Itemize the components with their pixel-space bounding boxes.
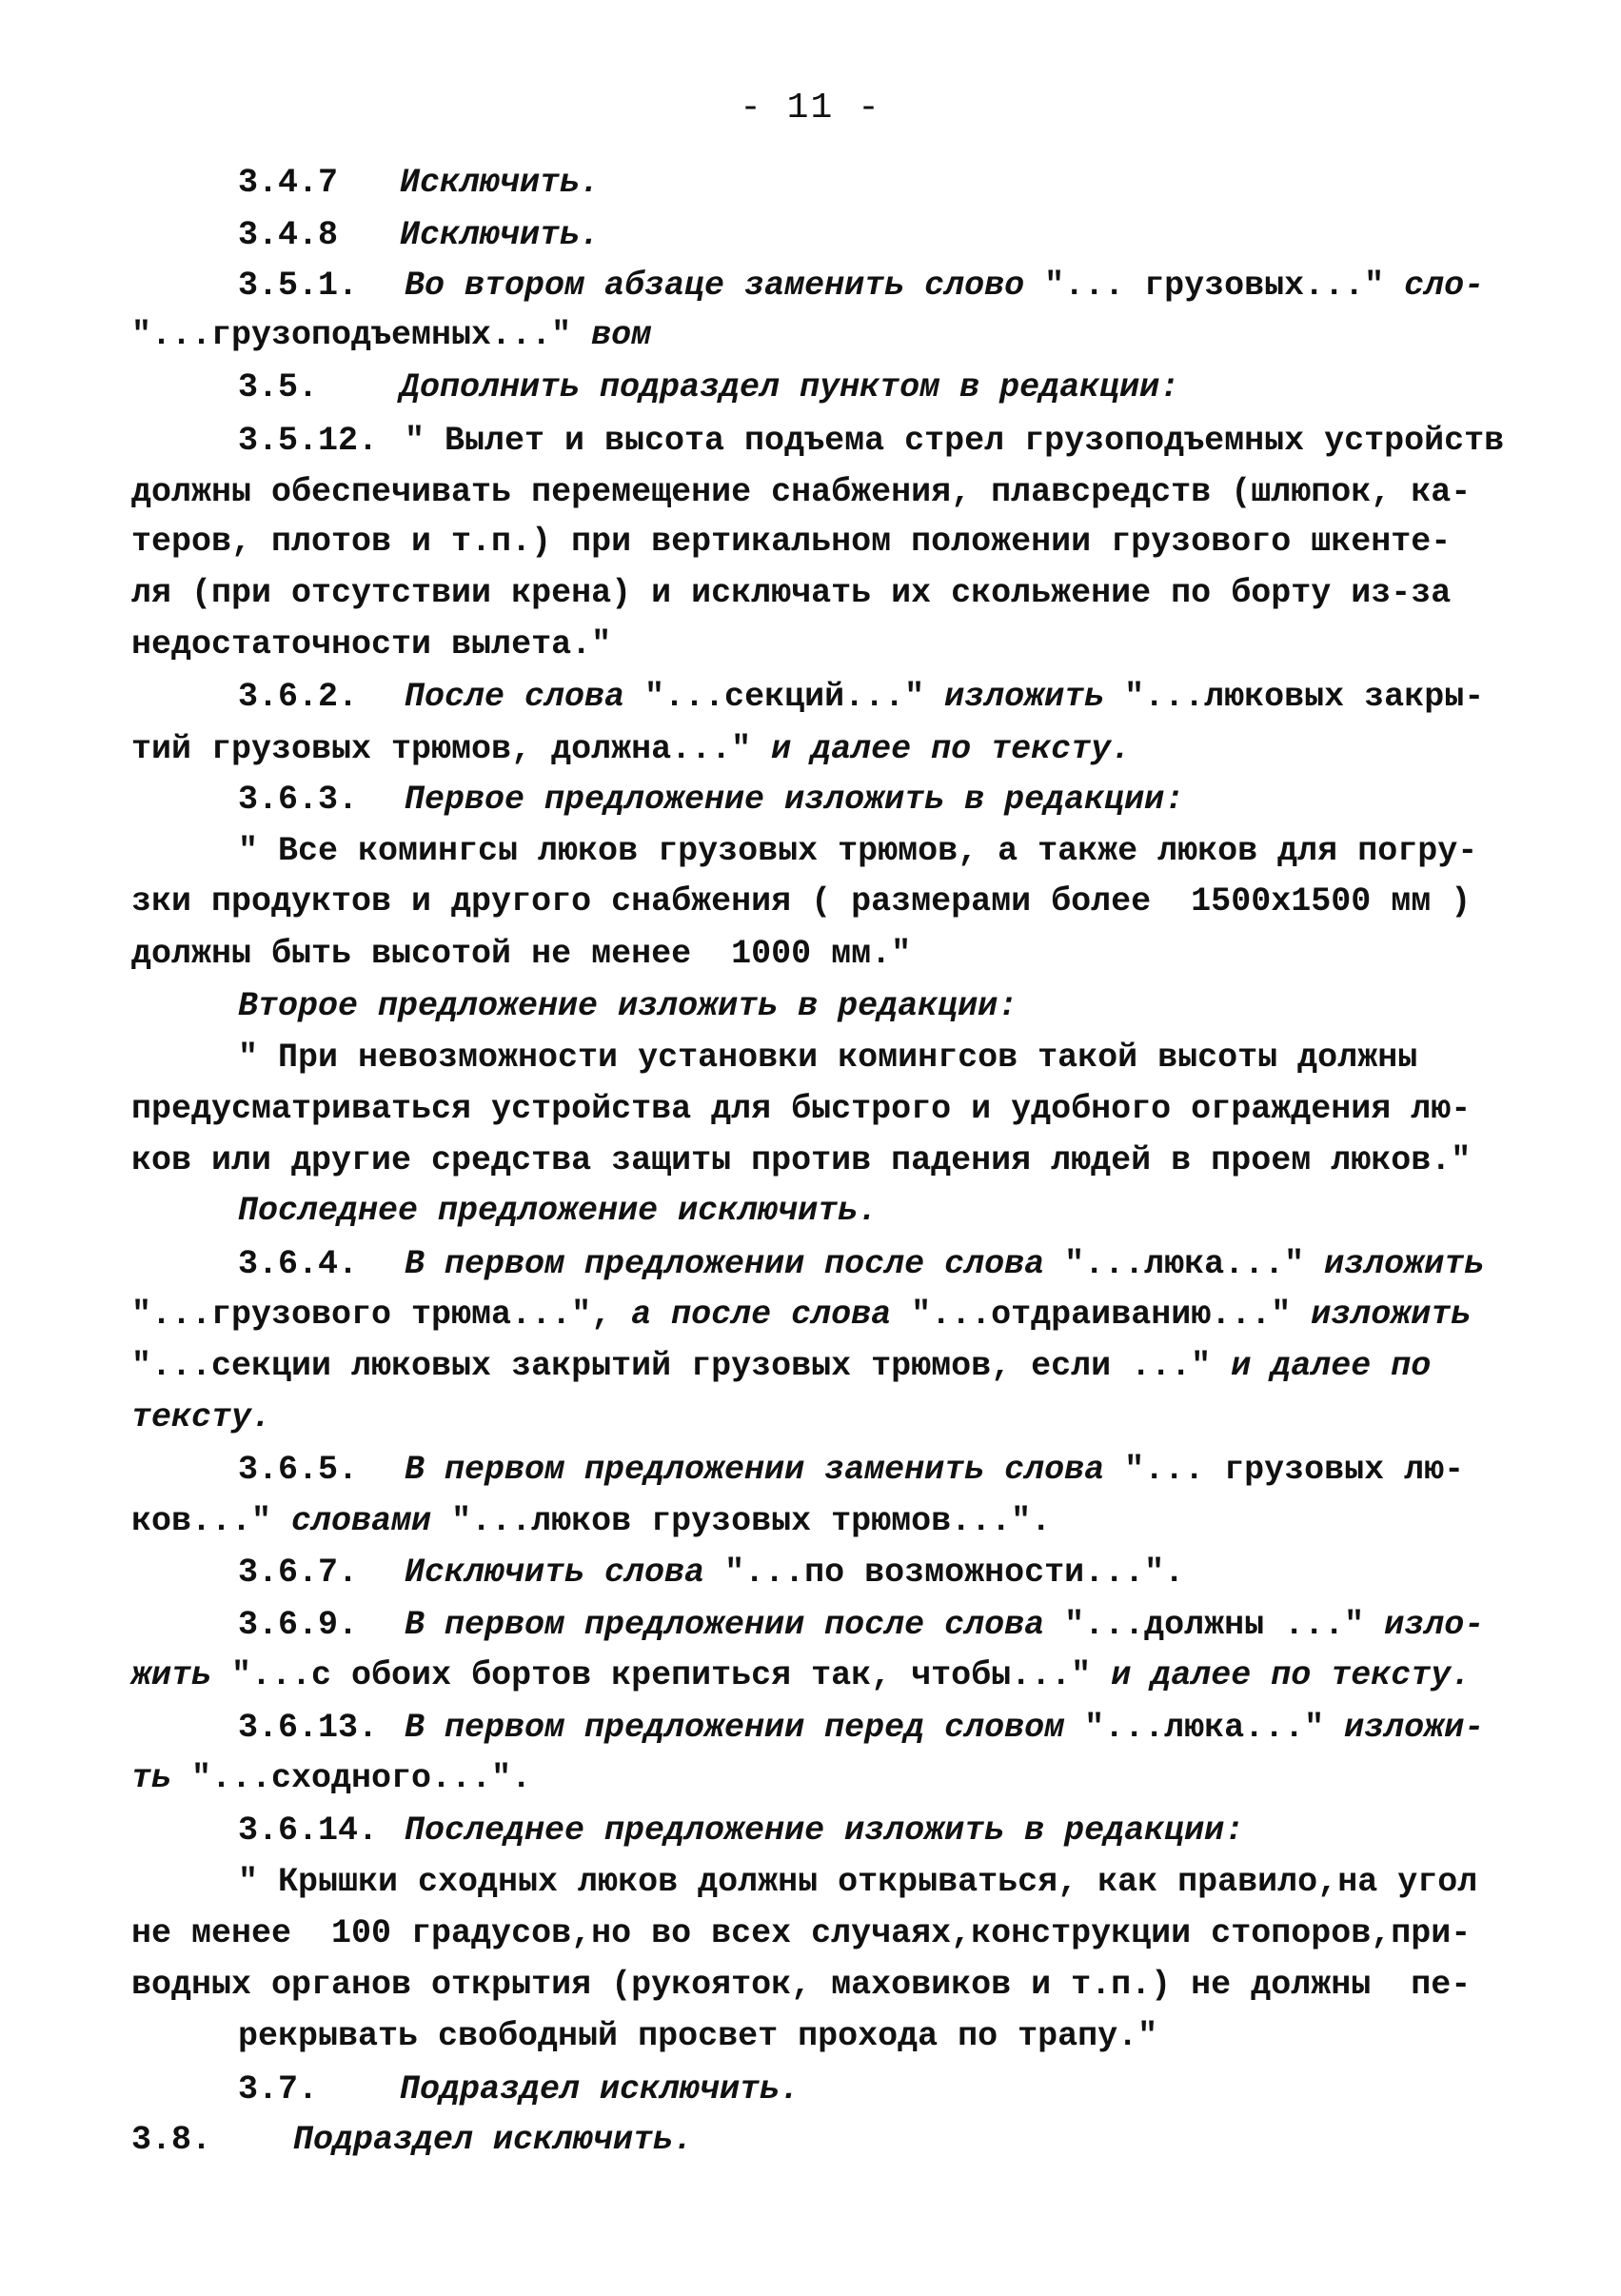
instruction-text: В первом предложении после слова bbox=[405, 1245, 1065, 1283]
instruction-text: Подраздел исключить. bbox=[400, 2070, 820, 2108]
clause-number: 3.6.9. bbox=[238, 1606, 359, 1644]
quoted-text: "... грузовых..." bbox=[1044, 267, 1405, 305]
instruction-text: Во втором абзаце заменить слово bbox=[405, 267, 1045, 305]
instruction-text: и далее по тексту. bbox=[1111, 1656, 1492, 1694]
text-line bbox=[131, 473, 1492, 511]
text-line bbox=[131, 730, 1152, 768]
text-line bbox=[131, 625, 632, 663]
instruction-text: изложи- bbox=[1344, 1709, 1505, 1747]
quoted-text: "...люка..." bbox=[1084, 1709, 1345, 1747]
text-line bbox=[131, 882, 1492, 920]
text-line bbox=[131, 935, 932, 973]
instruction-text: После слова bbox=[405, 678, 645, 716]
instruction-text: Первое предложение изложить в редакции: bbox=[405, 781, 1205, 819]
quoted-text: "...люков грузовых трюмов...". bbox=[451, 1502, 1072, 1540]
text-line bbox=[131, 1656, 1492, 1694]
clause-number: 3.6.13. bbox=[238, 1709, 379, 1747]
quoted-text: "...по возможности...". bbox=[724, 1554, 1205, 1592]
instruction-text: словами bbox=[291, 1502, 452, 1540]
text-line bbox=[238, 2070, 820, 2108]
text-line bbox=[131, 1347, 1452, 1385]
text-line bbox=[131, 1759, 552, 1797]
instruction-text: Второе предложение изложить в редакции: bbox=[238, 987, 1038, 1025]
text-line bbox=[238, 1709, 1505, 1747]
clause-number: 3.5.12. bbox=[238, 422, 379, 460]
quoted-text: "...с обоих бортов крепиться так, чтобы..." bbox=[231, 1656, 1112, 1694]
clause-number: 3.4.8 bbox=[238, 216, 339, 254]
body-text: ков или другие средства защиты против падения людей в проем люков." bbox=[131, 1141, 1492, 1179]
clause-number: 3.5. bbox=[238, 368, 319, 406]
text-line bbox=[238, 678, 1505, 716]
instruction-text: ть bbox=[131, 1759, 192, 1797]
body-text: " Все комингсы люков грузовых трюмов, а также люков для погру- bbox=[238, 832, 1498, 870]
quoted-text: "...люковых закры- bbox=[1124, 678, 1505, 716]
text-line bbox=[131, 1966, 1492, 2004]
quoted-text: "... грузовых лю- bbox=[1124, 1451, 1485, 1489]
text-line bbox=[238, 269, 1504, 303]
instruction-text: а после слова bbox=[631, 1296, 912, 1334]
text-line bbox=[131, 316, 672, 354]
text-line bbox=[238, 1556, 1204, 1590]
body-text: должны обеспечивать перемещение снабжения, плавсредств (шлюпок, ка- bbox=[131, 473, 1492, 511]
instruction-text: В первом предложении заменить слова bbox=[405, 1451, 1125, 1489]
body-text: ля (при отсутствии крена) и исключать их скольжение по борту из-за bbox=[131, 574, 1472, 612]
body-text: "...грузового трюма...", bbox=[131, 1296, 632, 1334]
instruction-text: Дополнить подраздел пунктом в редакции: bbox=[400, 368, 1200, 406]
quoted-text: "...люка..." bbox=[1064, 1245, 1325, 1283]
text-line bbox=[238, 987, 1038, 1025]
clause-number: 3.6.5. bbox=[238, 1451, 359, 1489]
body-text: теров, плотов и т.п.) при вертикальном положении грузового шкенте- bbox=[131, 523, 1472, 561]
instruction-text: сло- bbox=[1404, 267, 1505, 305]
text-line bbox=[131, 1914, 1492, 1952]
clause-number: 3.7. bbox=[238, 2070, 319, 2108]
text-line bbox=[131, 1502, 1072, 1540]
quoted-text: "...отдраиванию..." bbox=[911, 1296, 1312, 1334]
body-text: предусматриваться устройства для быстрого и удобного ограждения лю- bbox=[131, 1090, 1492, 1128]
page-number: - 11 - bbox=[740, 88, 881, 129]
text-line bbox=[238, 1451, 1485, 1489]
body-text: не менее 100 градусов,но во всех случаях,конструкции стопоров,при- bbox=[131, 1914, 1492, 1952]
clause-number: 3.5.1. bbox=[238, 267, 359, 305]
instruction-text: Последнее предложение исключить. bbox=[238, 1192, 899, 1230]
text-line bbox=[238, 1192, 899, 1230]
instruction-text: Последнее предложение изложить в редакции: bbox=[405, 1811, 1265, 1850]
body-text: ков..." bbox=[131, 1502, 292, 1540]
text-line bbox=[238, 368, 1200, 406]
body-text: водных органов открытия (рукояток, маховиков и т.п.) не должны пе- bbox=[131, 1966, 1492, 2004]
clause-number: 3.6.14. bbox=[238, 1811, 379, 1850]
body-text: " Вылет и высота подъема стрел грузоподъемных устройств bbox=[405, 422, 1525, 460]
instruction-text: В первом предложении после слова bbox=[405, 1606, 1065, 1644]
text-line bbox=[131, 2121, 714, 2159]
quoted-text: "...секций..." bbox=[644, 678, 945, 716]
text-line bbox=[238, 1606, 1505, 1644]
text-line bbox=[131, 1141, 1492, 1179]
clause-number: 3.6.7. bbox=[238, 1554, 359, 1592]
instruction-text: и далее по bbox=[1231, 1347, 1452, 1385]
body-text: зки продуктов и другого снабжения ( размерами более 1500x1500 мм ) bbox=[131, 882, 1492, 920]
body-text: " При невозможности установки комингсов такой высоты должны bbox=[238, 1039, 1438, 1077]
body-text: рекрывать свободный просвет прохода по трапу." bbox=[238, 2017, 1178, 2055]
text-line bbox=[131, 525, 1471, 559]
instruction-text: тексту. bbox=[131, 1398, 292, 1436]
instruction-text: и далее по тексту. bbox=[771, 730, 1152, 768]
instruction-text: вом bbox=[591, 316, 672, 354]
quoted-text: "...сходного...". bbox=[191, 1759, 552, 1797]
clause-number: 3.6.3. bbox=[238, 781, 359, 819]
text-line bbox=[131, 574, 1472, 612]
text-line bbox=[238, 2017, 1178, 2055]
text-line bbox=[238, 783, 1204, 817]
text-line bbox=[131, 1090, 1492, 1128]
text-line bbox=[238, 832, 1498, 870]
clause-number: 3.6.2. bbox=[238, 678, 359, 716]
instruction-text: изложить bbox=[944, 678, 1125, 716]
instruction-text: жить bbox=[131, 1656, 232, 1694]
text-line bbox=[238, 216, 621, 254]
text-line bbox=[238, 1863, 1498, 1901]
text-line bbox=[238, 1811, 1265, 1850]
text-line bbox=[238, 1245, 1505, 1283]
text-line bbox=[238, 422, 1525, 460]
instruction-text: Исключить. bbox=[400, 216, 621, 254]
body-text: недостаточности вылета." bbox=[131, 625, 632, 663]
clause-number: 3.4.7 bbox=[238, 164, 339, 202]
text-line bbox=[131, 1398, 292, 1436]
text-line bbox=[131, 1298, 1491, 1332]
body-text: "...секции люковых закрытий грузовых трюмов, если ..." bbox=[131, 1347, 1232, 1385]
clause-number: 3.8. bbox=[131, 2121, 212, 2159]
instruction-text: В первом предложении перед словом bbox=[405, 1709, 1085, 1747]
body-text: тий грузовых трюмов, должна..." bbox=[131, 730, 772, 768]
instruction-text: Подраздел исключить. bbox=[293, 2121, 714, 2159]
instruction-text: Исключить. bbox=[400, 164, 621, 202]
body-text: должны быть высотой не менее 1000 мм." bbox=[131, 935, 932, 973]
body-text: "...грузоподъемных..." bbox=[131, 316, 592, 354]
text-line bbox=[238, 164, 621, 202]
instruction-text: Исключить слова bbox=[405, 1554, 725, 1592]
quoted-text: "...должны ..." bbox=[1064, 1606, 1385, 1644]
instruction-text: изложить bbox=[1324, 1245, 1505, 1283]
body-text: " Крышки сходных люков должны открываться, как правило,на угол bbox=[238, 1863, 1498, 1901]
instruction-text: изло- bbox=[1384, 1606, 1505, 1644]
clause-number: 3.6.4. bbox=[238, 1245, 359, 1283]
instruction-text: изложить bbox=[1311, 1296, 1492, 1334]
text-line bbox=[238, 1041, 1437, 1075]
